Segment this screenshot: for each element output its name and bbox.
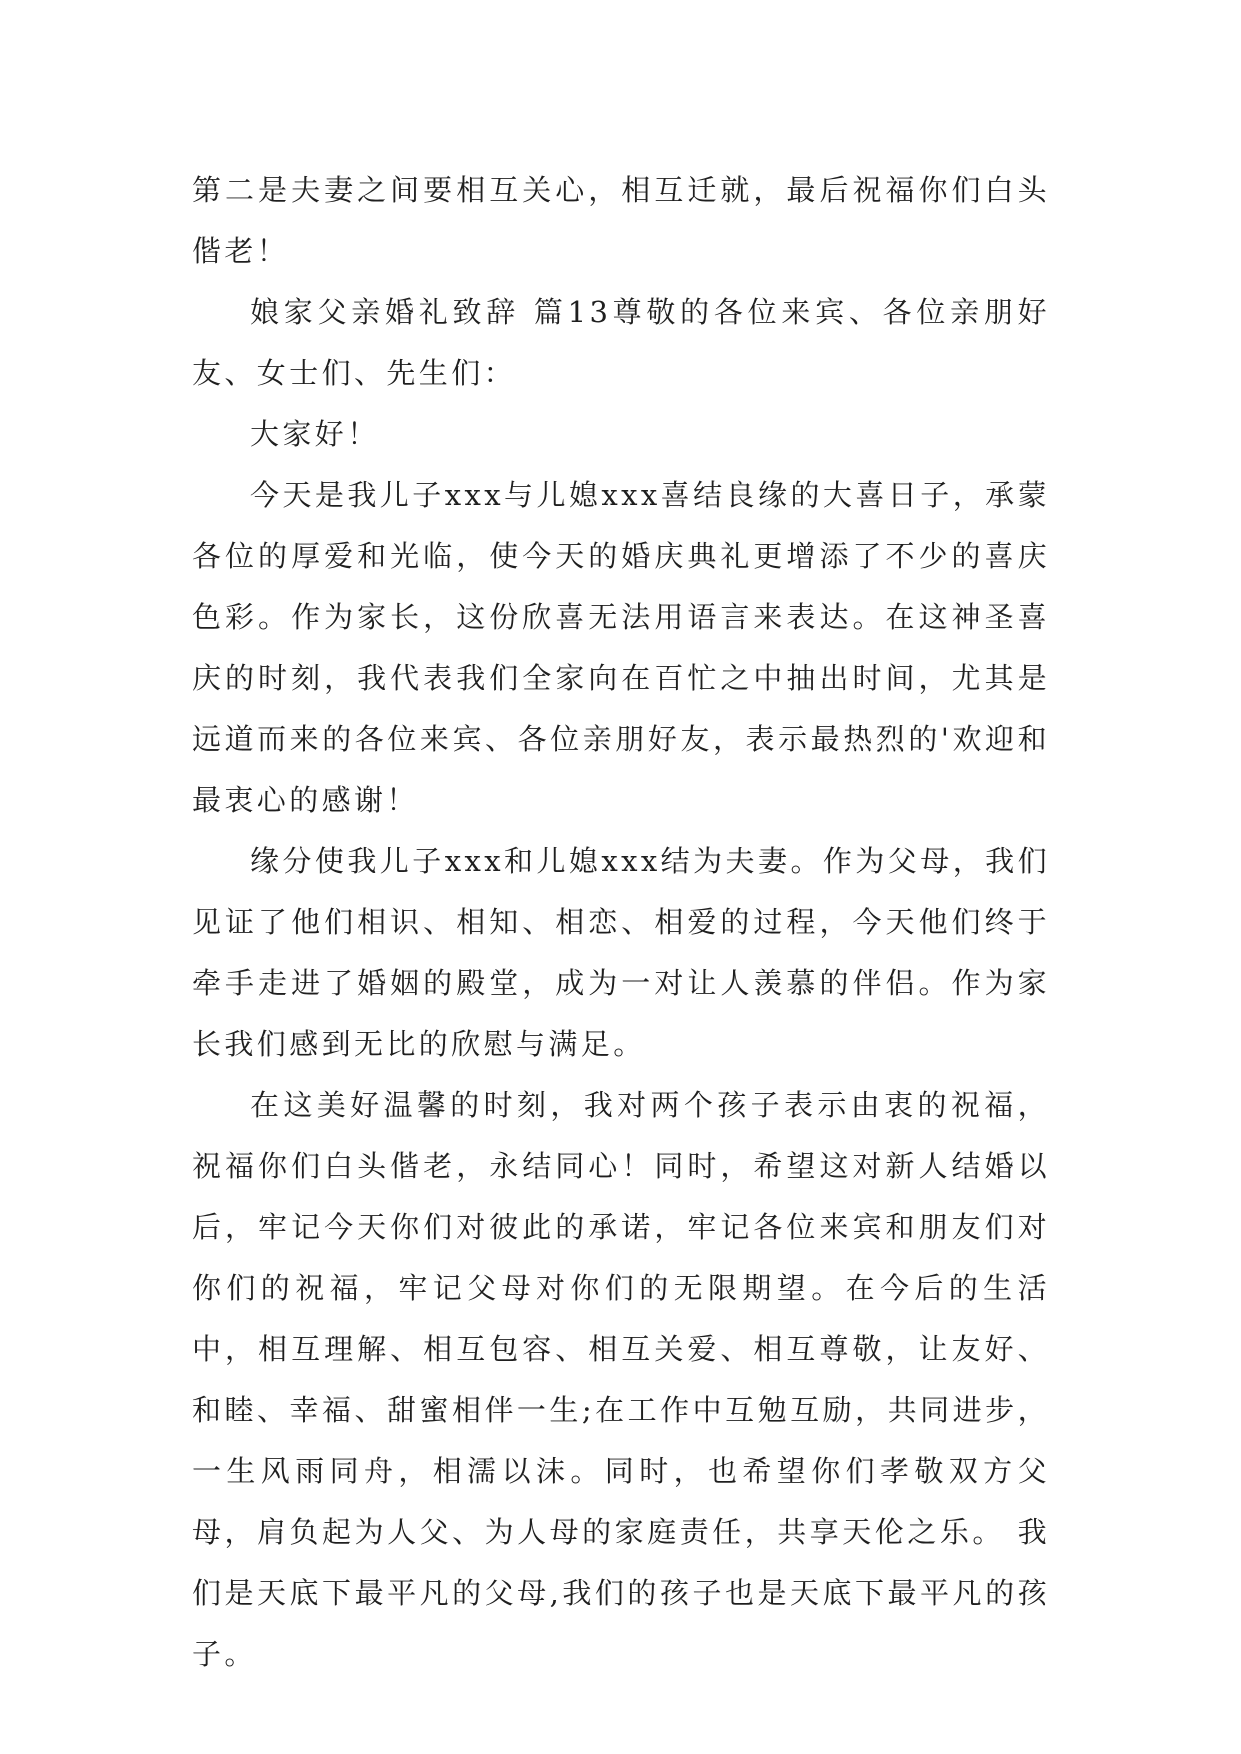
- paragraph-greeting: 大家好！: [250, 417, 380, 451]
- paragraph-blessing: 在这美好温馨的时刻，我对两个孩子表示由衷的祝福，祝福你们白头偕老，永结同心！同时，希望这对新人结婚以后，牢记今天你们对彼此的承诺，牢记各位来宾和朋友们对你们的祝福，牢记父母对你们的无限期望。在今后的生活中，相互理解、相互包容、相互关爱、相互尊敬，让友好、和睦、幸福、甜蜜相伴一生;在工作中互勉互励，共同进步，一生风雨同舟，相濡以沫。同时，也希望你们孝敬双方父母，肩负起为人父、为人母的家庭责任，共享天伦之乐。 我们是天底下最平凡的父母,我们的孩子也是天底下最平凡的孩子。: [192, 1088, 1050, 1671]
- paragraph-continuation: 第二是夫妻之间要相互关心，相互迁就，最后祝福你们白头偕老！: [192, 173, 1050, 268]
- paragraph-welcome: 今天是我儿子xxx与儿媳xxx喜结良缘的大喜日子，承蒙各位的厚爱和光临，使今天的婚庆典礼更增添了不少的喜庆色彩。作为家长，这份欣喜无法用语言来表达。在这神圣喜庆的时刻，我代表我们全家向在百忙之中抽出时间，尤其是远道而来的各位来宾、各位亲朋好友，表示最热烈的'欢迎和最衷心的感谢！: [192, 478, 1050, 817]
- paragraph-speech-heading: 娘家父亲婚礼致辞 篇13尊敬的各位来宾、各位亲朋好友、女士们、先生们：: [192, 295, 1050, 390]
- paragraph-fate: 缘分使我儿子xxx和儿媳xxx结为夫妻。作为父母，我们见证了他们相识、相知、相恋、相爱的过程，今天他们终于牵手走进了婚姻的殿堂，成为一对让人羡慕的伴侣。作为家长我们感到无比的欣慰与满足。: [192, 844, 1050, 1061]
- document-body: [192, 160, 1050, 1685]
